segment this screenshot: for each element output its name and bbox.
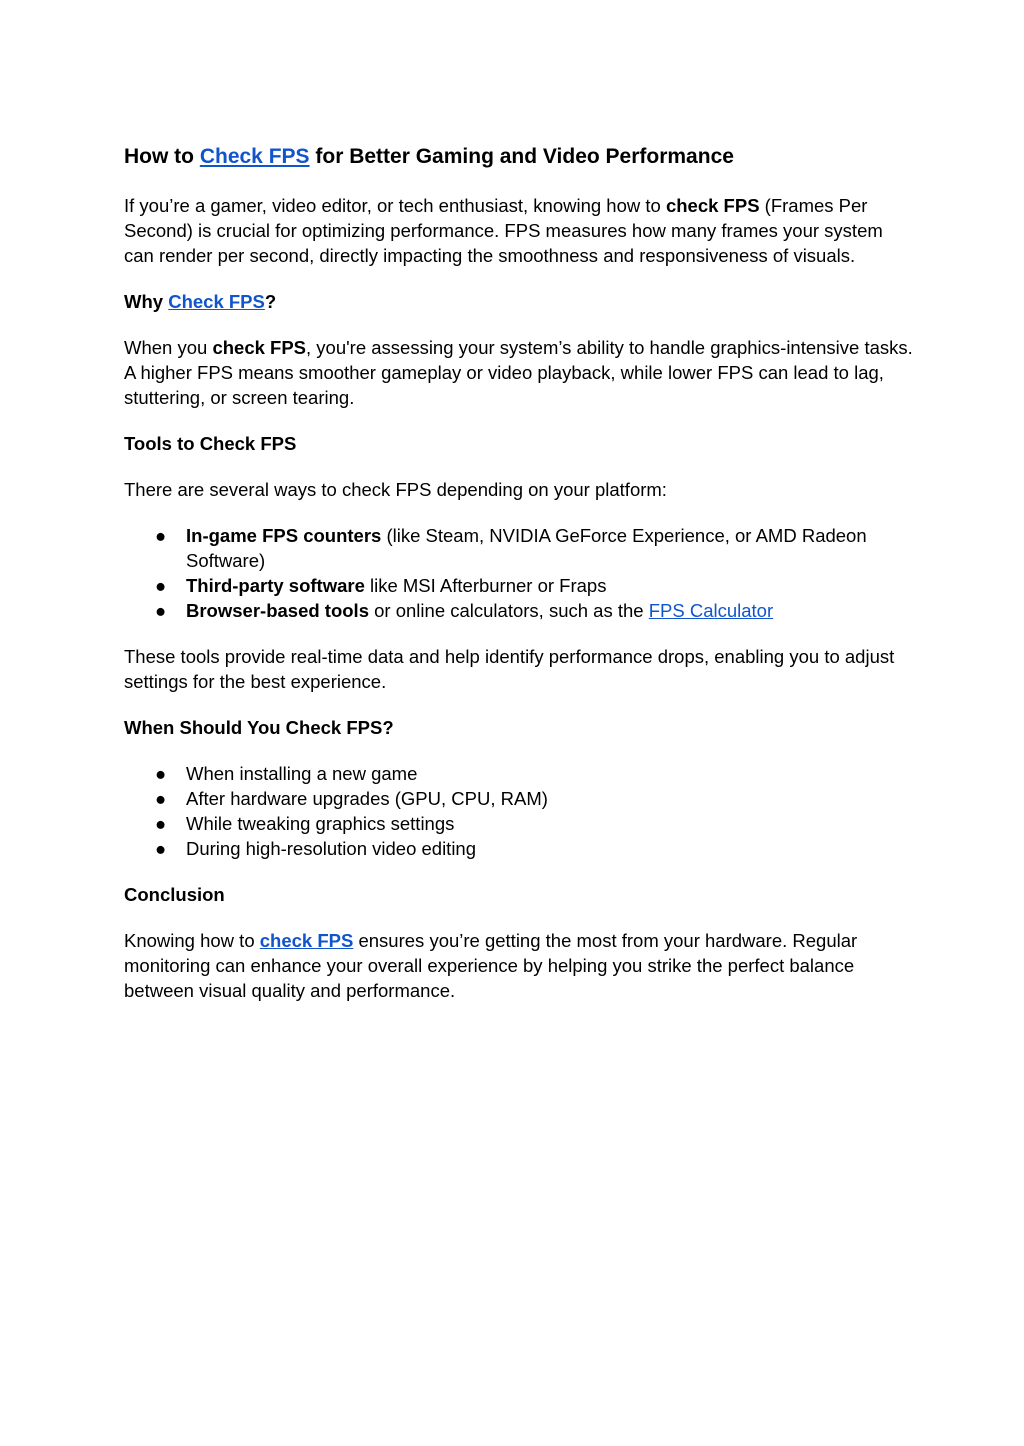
bullet-icon: ● (155, 838, 167, 859)
document-title (124, 143, 914, 171)
check-fps-title-link[interactable]: Check FPS (199, 145, 310, 168)
list-item (124, 573, 914, 598)
check-fps-why-link[interactable]: Check FPS (168, 291, 265, 312)
check-fps-conclusion-link[interactable]: check FPS (259, 930, 354, 951)
bullet-icon: ● (155, 600, 167, 621)
why-heading-prefix: Why (124, 291, 169, 312)
list-item-bold: Third-party software (186, 575, 365, 596)
list-item-text: During high-resolution video editing (186, 838, 477, 859)
document-page (124, 143, 914, 1024)
bullet-icon: ● (155, 788, 167, 809)
conclusion-paragraph (124, 928, 914, 1003)
list-item (124, 811, 914, 836)
intro-text-1: If you’re a gamer, video editor, or tech enthusiast, knowing how to (124, 195, 666, 216)
conclusion-text-1: Knowing how to (124, 930, 260, 951)
bullet-icon: ● (155, 813, 167, 834)
tools-heading: Tools to Check FPS (124, 433, 297, 454)
list-item-text: (like Steam, NVIDIA GeForce Experience, or AMD Radeon Software) (186, 525, 867, 571)
list-item-text: like MSI Afterburner or Fraps (364, 575, 607, 596)
title-suffix: for Better Gaming and Video Performance (309, 145, 734, 168)
when-list (124, 761, 914, 861)
list-item (124, 786, 914, 811)
list-item (124, 523, 914, 573)
bullet-icon: ● (155, 575, 167, 596)
list-item (124, 836, 914, 861)
list-item-text: When installing a new game (186, 763, 418, 784)
intro-bold-check-fps: check FPS (665, 195, 760, 216)
bullet-icon: ● (155, 525, 167, 546)
bullet-icon: ● (155, 763, 167, 784)
why-heading-suffix: ? (264, 291, 277, 312)
list-item (124, 761, 914, 786)
tools-intro: There are several ways to check FPS depending on your platform: (124, 479, 667, 500)
conclusion-text-2: ensures you’re getting the most from your hardware. Regular monitoring can enhance your overall experience by helping you strike the perfect balance between visual quality and performance. (124, 930, 858, 1001)
intro-paragraph (124, 193, 914, 268)
list-item-bold: Browser-based tools (186, 600, 369, 621)
when-heading: When Should You Check FPS? (124, 717, 394, 738)
why-text-2: , you're assessing your system’s ability to handle graphics-intensive tasks. A higher FPS means smoother gameplay or video playback, while lower FPS can lead to lag, stuttering, or screen tearing. (124, 337, 913, 408)
why-paragraph (124, 335, 914, 410)
why-text-1: When you (124, 337, 213, 358)
list-item (124, 598, 914, 623)
why-heading (124, 289, 914, 314)
tools-outro: These tools provide real-time data and help identify performance drops, enabling you to adjust settings for the best experience. (124, 646, 895, 692)
title-prefix: How to (124, 145, 200, 168)
why-bold-check-fps: check FPS (212, 337, 307, 358)
list-item-text: While tweaking graphics settings (186, 813, 455, 834)
tools-list (124, 523, 914, 623)
list-item-bold: In-game FPS counters (186, 525, 382, 546)
list-item-text: or online calculators, such as the (369, 600, 649, 621)
conclusion-heading: Conclusion (124, 884, 225, 905)
fps-calculator-link[interactable]: FPS Calculator (648, 600, 774, 621)
list-item-text: After hardware upgrades (GPU, CPU, RAM) (186, 788, 548, 809)
intro-text-2: (Frames Per Second) is crucial for optimizing performance. FPS measures how many frames your system can render per second, directly impacting the smoothness and responsiveness of visuals. (124, 195, 883, 266)
